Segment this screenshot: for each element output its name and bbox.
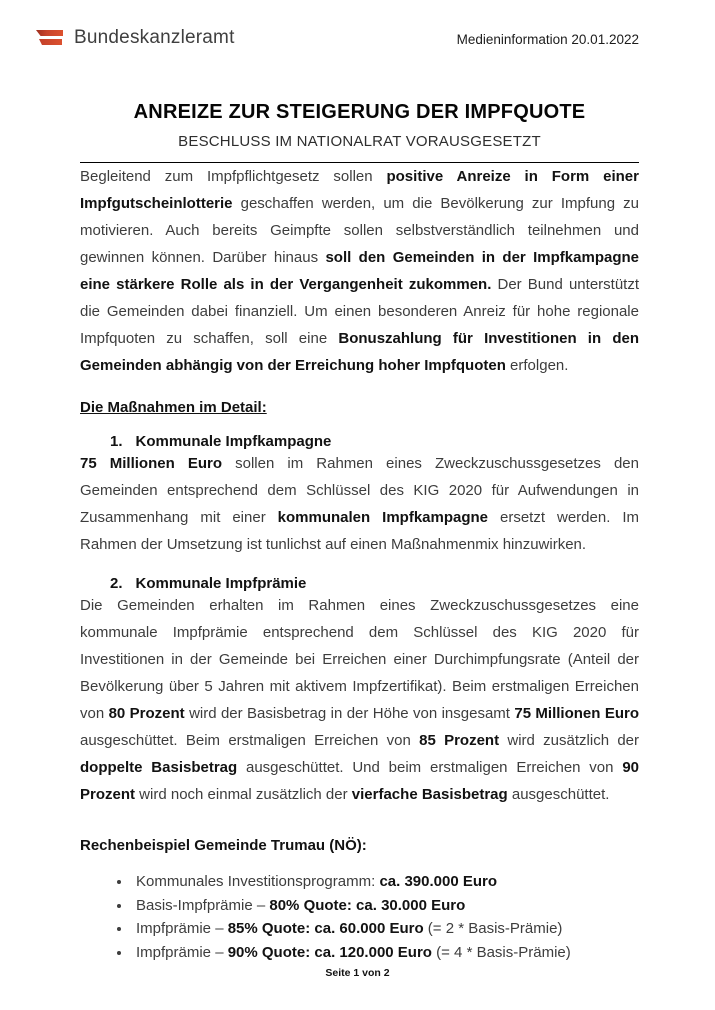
list-item: • Impfprämie – 85% Quote: ca. 60.000 Euro (= 2 * Basis-Prämie) [132,917,639,941]
list-item: • Impfprämie – 90% Quote: ca. 120.000 Euro (= 4 * Basis-Prämie) [132,941,639,965]
flag-bar-top [36,30,63,36]
example-bullet-list [80,870,639,964]
austrian-flag-icon [36,27,63,49]
numbered-heading-2 [80,575,639,592]
logo-text: Bundeskanzleramt [74,27,235,48]
media-info-date: Medieninformation 20.01.2022 [456,32,639,47]
document-body [0,101,715,964]
flag-bar-bottom [39,39,62,45]
intro-paragraph: Begleitend zum Impfpflichtgesetz sollen positive Anreize in Form einer Impfgutscheinlotterie geschaffen werden, um die Bevölkerung zur Impfung zu motivieren. Auch bereits Geimpfte sollen selbstverständlich teilnehmen und gewinnen können. Darüber hinaus soll den Gemeinden in der Impfkampagne eine stärkere Rolle als in der Vergangenheit zukommen. Der Bund unterstützt die Gemeinden dabei finanziell. Um einen besonderen Anreiz für hohe regionale Impfquoten zu schaffen, soll eine Bonuszahlung für Investitionen in den Gemeinden abhängig von der Erreichung hoher Impfquoten erfolgen. [80,168,640,374]
example-heading: Rechenbeispiel Gemeinde Trumau (NÖ): [80,837,367,854]
numbered-heading-1 [80,433,639,450]
list-item: • Kommunales Investitionsprogramm: ca. 390.000 Euro [132,870,639,894]
list-label: Kommunale Impfkampagne [135,433,332,450]
list-number: 2. [110,575,123,592]
paragraph-impfkampagne: 75 Millionen Euro sollen im Rahmen eines Zweckzuschussgesetzes den Gemeinden entsprechend dem Schlüssel des KIG 2020 für Aufwendungen in Zusammenhang mit einer kommunalen Impfkampagne ersetzt werden. Im Rahmen der Umsetzung ist tunlichst auf einen Maßnahmenmix hinzuwirken. [80,455,639,553]
paragraph-impfpraemie: Die Gemeinden erhalten im Rahmen eines Zweckzuschussgesetzes eine kommunale Impfprämie entsprechend dem Schlüssel des KIG 2020 für Investitionen in der Gemeinde bei Erreichen einer Durchimpfungsrate (Anteil der Bevölkerung über 5 Jahren mit aktivem Impfzertifikat). Beim erstmaligen Erreichen von 80 Prozent wird der Basisbetrag in der Höhe von insgesamt 75 Millionen Euro ausgeschüttet. Beim erstmaligen Erreichen von 85 Prozent wird zusätzlich der doppelte Basisbetrag ausgeschüttet. Und beim erstmaligen Erreichen von 90 Prozent wird noch einmal zusätzlich der vierfache Basisbetrag ausgeschüttet. [80,597,640,803]
list-item: • Basis-Impfprämie – 80% Quote: ca. 30.000 Euro [132,894,639,918]
list-label: Kommunale Impfprämie [135,575,307,592]
page-number: Seite 1 von 2 [325,967,390,979]
page-subtitle: BESCHLUSS IM NATIONALRAT VORAUSGESETZT [178,133,541,150]
page-header [0,0,715,49]
page-title: ANREIZE ZUR STEIGERUNG DER IMPFQUOTE [133,101,586,123]
list-number: 1. [110,433,123,450]
bundeskanzleramt-logo [36,27,235,49]
section-heading-massnahmen: Die Maßnahmen im Detail: [80,399,267,416]
